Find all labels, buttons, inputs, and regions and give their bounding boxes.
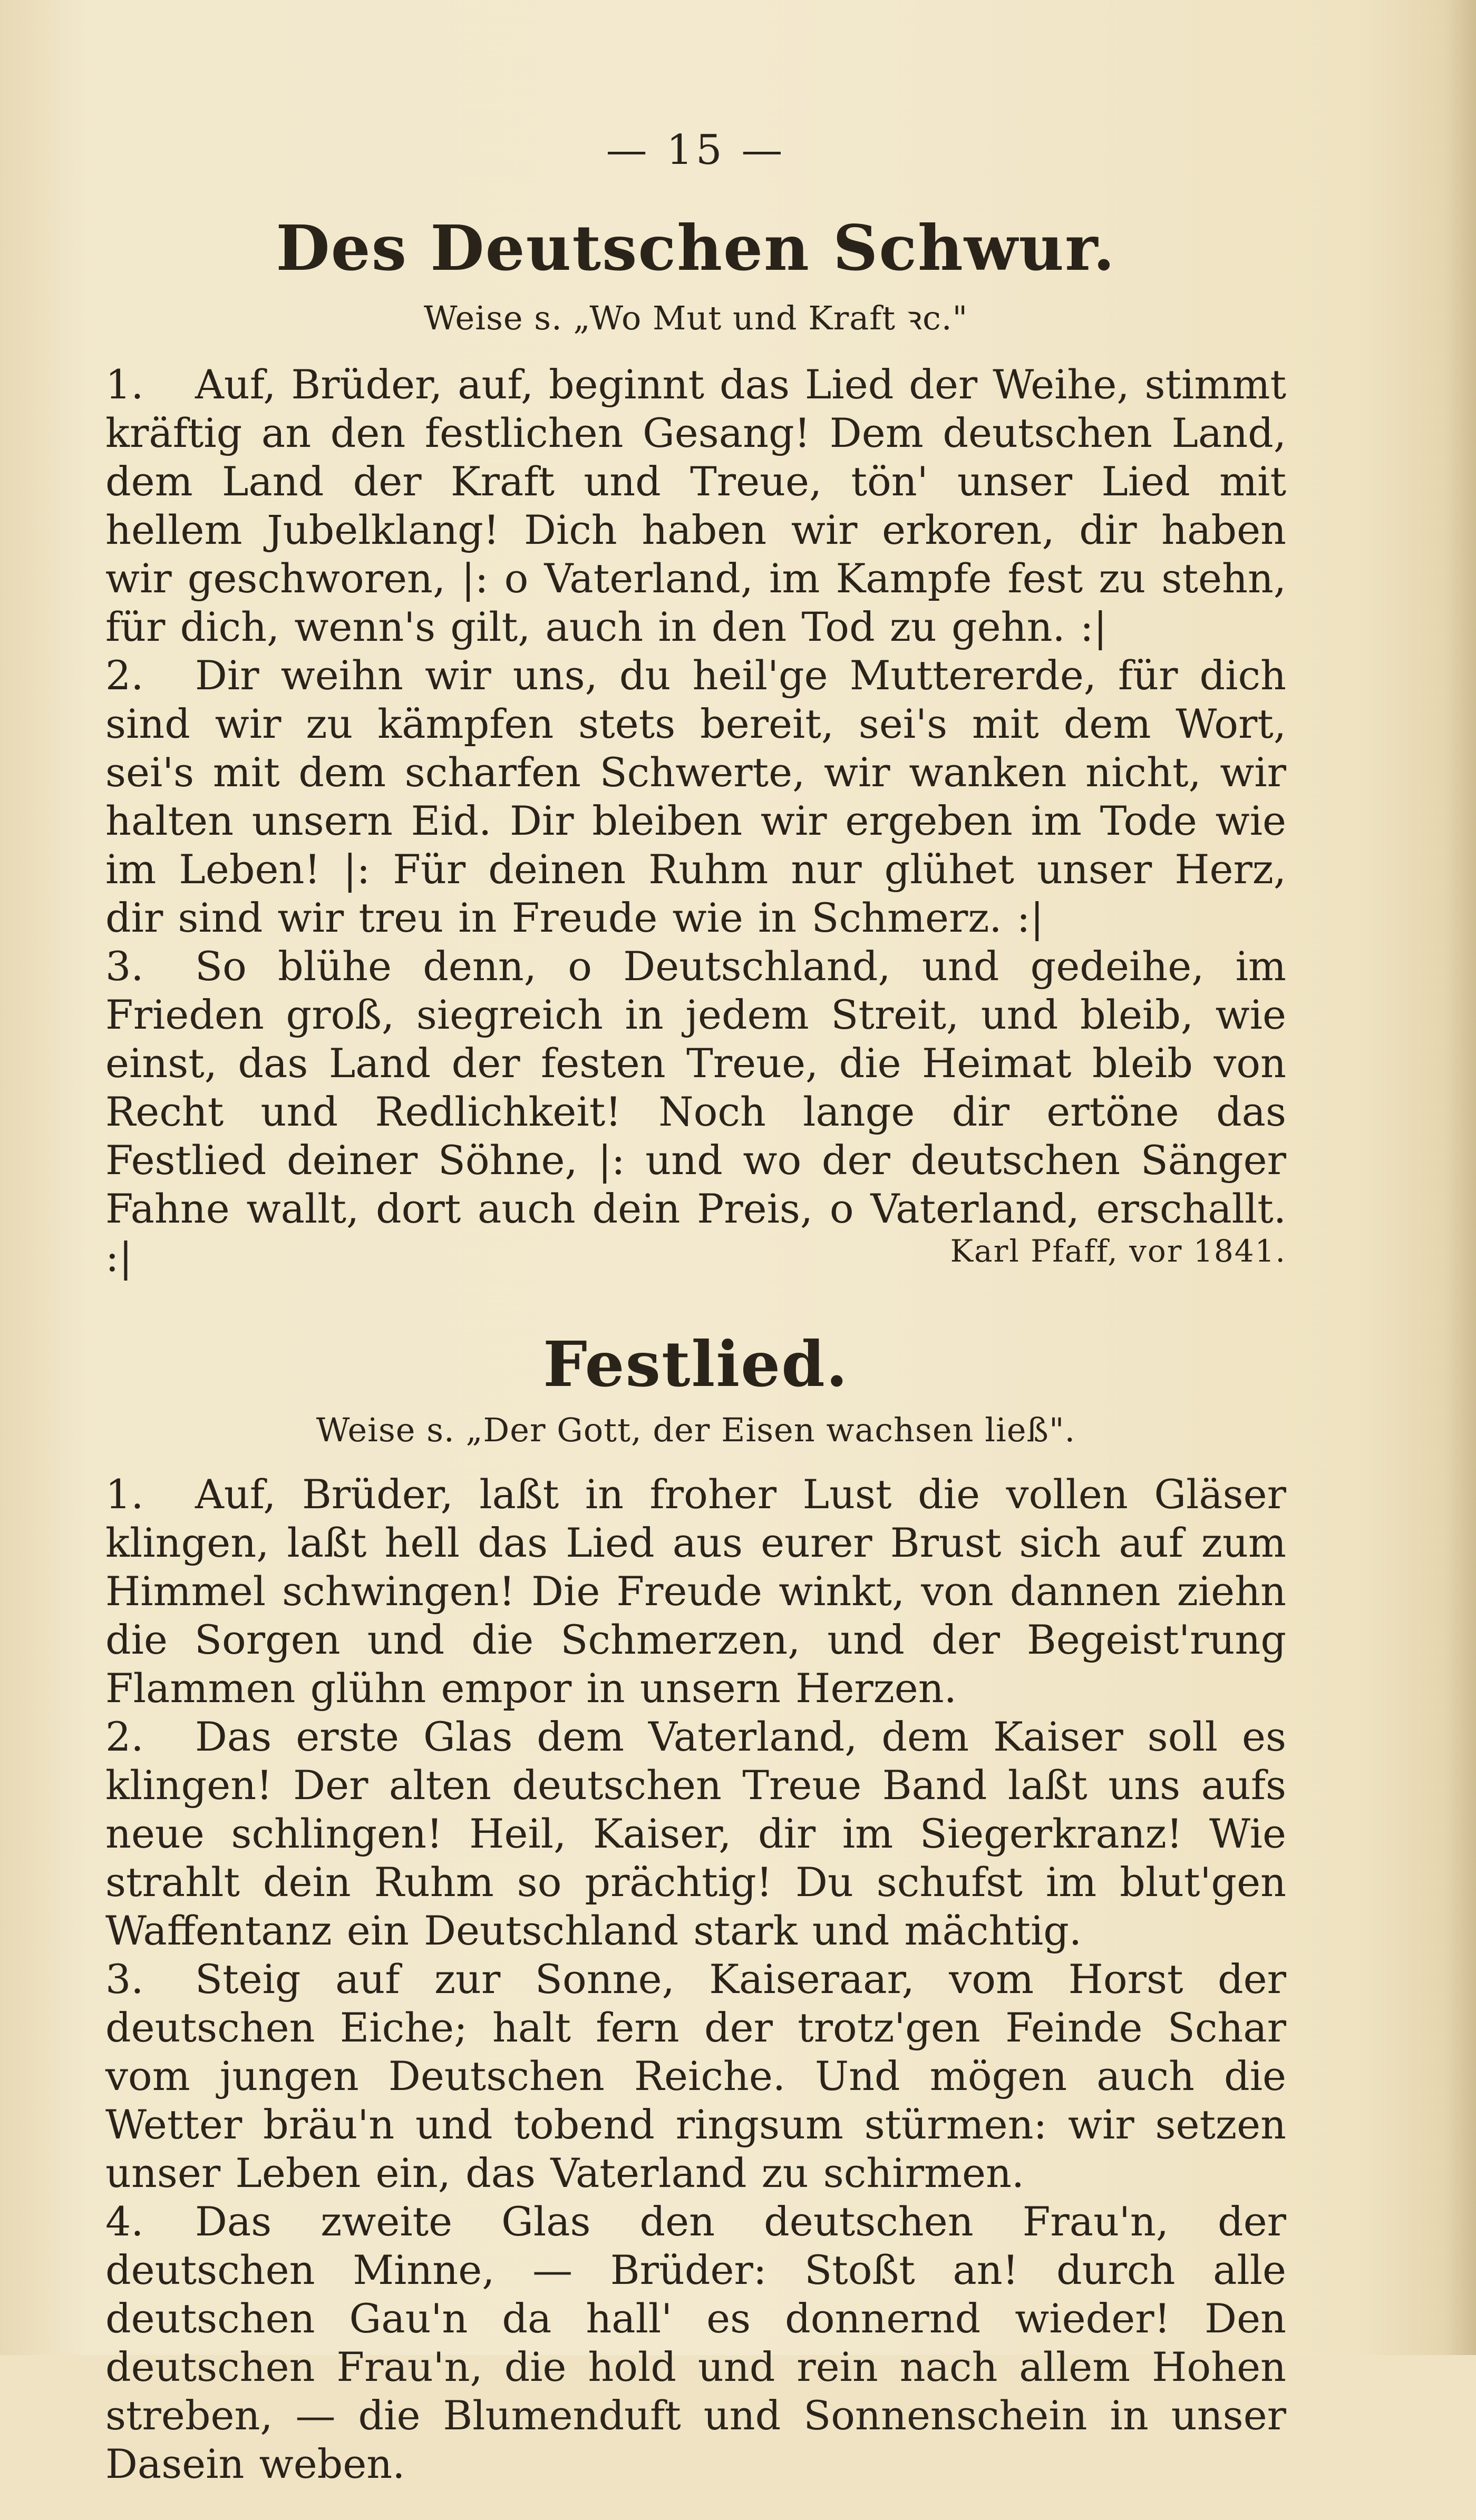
verse-number: 2.	[105, 651, 144, 699]
author-credit: Karl Pfaff, vor 1841.	[950, 1233, 1286, 1269]
verse-number: 2.	[105, 1713, 144, 1761]
verse-number: 3.	[105, 1956, 144, 2003]
verse-number: 1.	[105, 360, 144, 408]
song-title: Festlied.	[543, 1327, 849, 1401]
song-title: Des Deutschen Schwur.	[276, 211, 1116, 285]
page-content	[105, 126, 1286, 2520]
song-des-deutschen-schwur	[105, 211, 1286, 1281]
verse	[105, 2197, 1286, 2488]
verse-text: Das zweite Glas den deutschen Frau'n, der deutschen Minne, — Brüder: Stoßt an! durch alle deutschen Gau'n da hall' es donnernd wieder! Den deutschen Frau'n, die hold und rein nach allem Hohen streben, — die Blumenduft und Sonnenschein in unser Dasein weben.	[105, 2198, 1286, 2488]
verse-text: So blühe denn, o Deutschland, und gedeihe, im Frieden groß, siegreich in jedem Streit, und bleib, wie einst, das Land der festen Treue, die Heimat bleib von Recht und Redlichkeit! Noch lange dir ertöne das Festlied deiner Söhne, |: und wo der deutschen Sänger Fahne wallt, dort auch dein Preis, o Vaterland, erschallt. :|	[105, 942, 1286, 1281]
verse-number: 3.	[105, 942, 144, 990]
verse-text: Das erste Glas dem Vaterland, dem Kaiser soll es klingen! Der alten deutschen Treue Band laßt uns aufs neue schlingen! Heil, Kaiser, dir im Siegerkranz! Wie strahlt dein Ruhm so prächtig! Du schufst im blut'gen Waffentanz ein Deutschland stark und mächtig.	[105, 1713, 1286, 1955]
verse	[105, 942, 1286, 1282]
verse	[105, 651, 1286, 942]
verse-number: 1.	[105, 1471, 144, 1518]
melody-note: Weise s. „Wo Mut und Kraft ꝛc."	[423, 298, 968, 337]
verse	[105, 1470, 1286, 1713]
page-number: — 15 —	[606, 126, 786, 174]
verse-number: 4.	[105, 2198, 144, 2245]
page-binding-shadow	[1444, 0, 1476, 2355]
melody-note: Weise s. „Der Gott, der Eisen wachsen ließ".	[316, 1411, 1076, 1450]
verse-text: Auf, Brüder, laßt in froher Lust die vollen Gläser klingen, laßt hell das Lied aus eurer Brust sich auf zum Himmel schwingen! Die Freude winkt, von dannen ziehn die Sorgen und die Schmerzen, und der Begeist'rung Flammen glühn empor in unsern Herzen.	[105, 1471, 1286, 1712]
song-festlied	[105, 1327, 1286, 2489]
verse-text: Auf, Brüder, auf, beginnt das Lied der Weihe, stimmt kräftig an den festlichen Gesang! Dem deutschen Land, dem Land der Kraft und Treue, tön' unser Lied mit hellem Jubelklang! Dich haben wir erkoren, dir haben wir geschworen, |: o Vaterland, im Kampfe fest zu stehn, für dich, wenn's gilt, auch in den Tod zu gehn. :|	[105, 360, 1286, 650]
verse-text: Dir weihn wir uns, du heil'ge Muttererde, für dich sind wir zu kämpfen stets bereit, sei's mit dem Wort, sei's mit dem scharfen Schwerte, wir wanken nicht, wir halten unsern Eid. Dir bleiben wir ergeben im Tode wie im Leben! |: Für deinen Ruhm nur glühet unser Herz, dir sind wir treu in Freude wie in Schmerz. :|	[105, 651, 1286, 941]
verse	[105, 1955, 1286, 2197]
verse	[105, 1713, 1286, 1955]
verse-text: Steig auf zur Sonne, Kaiseraar, vom Horst der deutschen Eiche; halt fern der trotz'gen Feinde Schar vom jungen Deutschen Reiche. Und mögen auch die Wetter bräu'n und tobend ringsum stürmen: wir setzen unser Leben ein, das Vaterland zu schirmen.	[105, 1956, 1286, 2197]
verse	[105, 360, 1286, 651]
